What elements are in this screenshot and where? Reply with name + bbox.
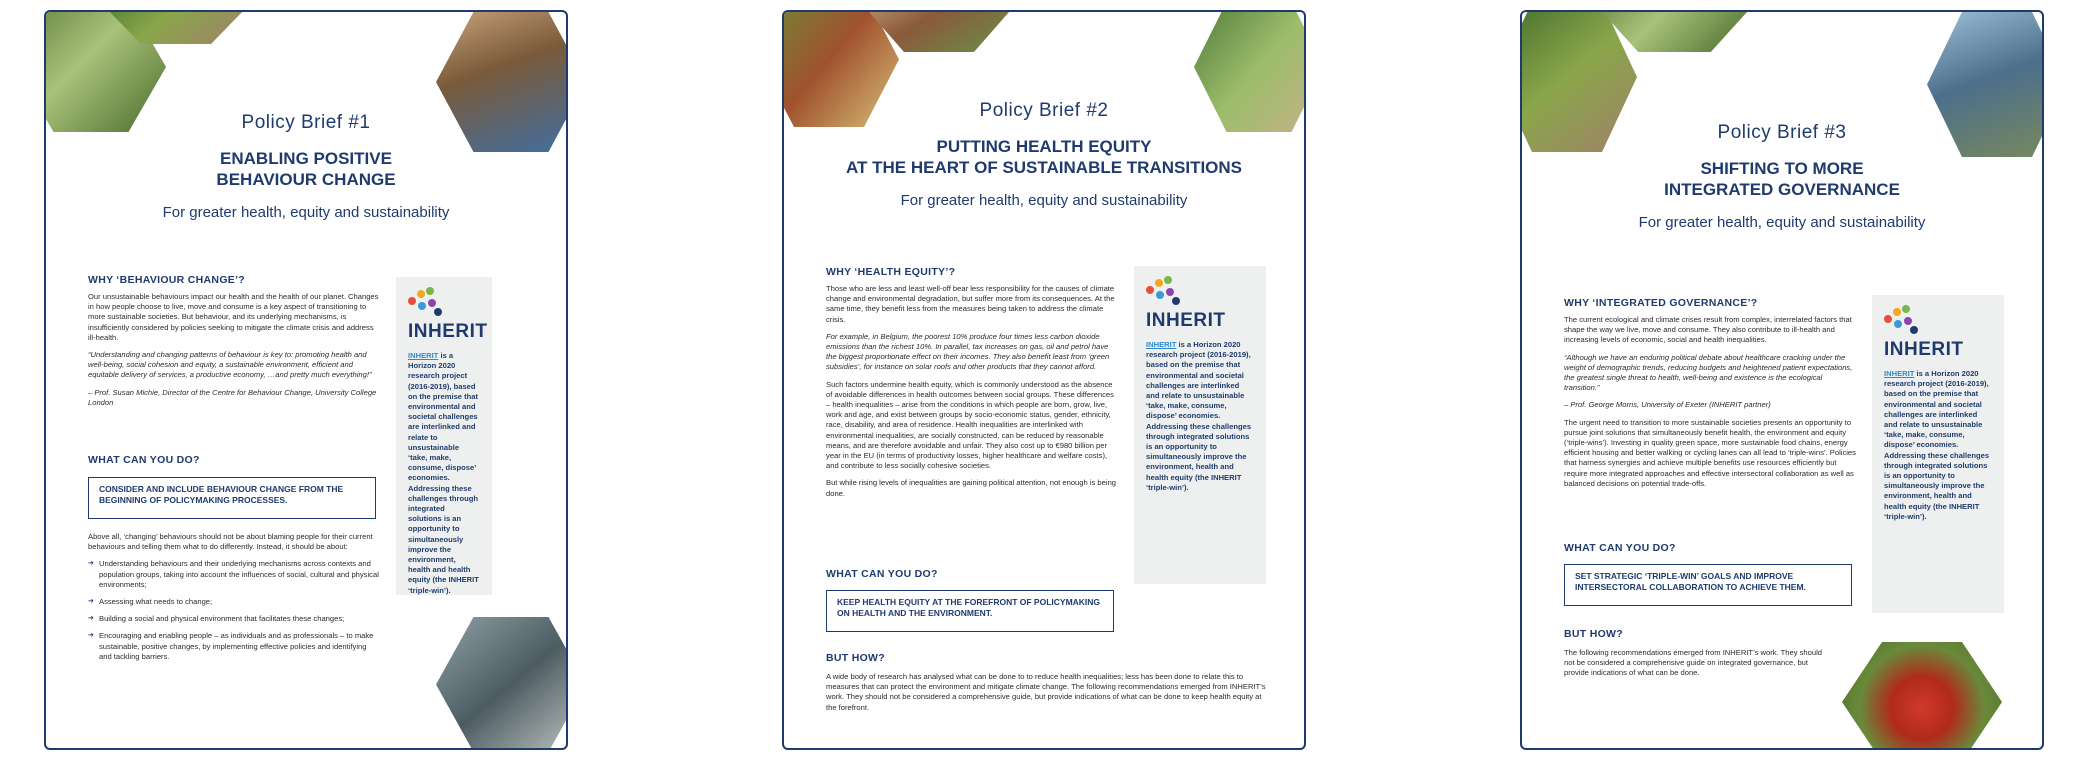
inherit-sidebar — [396, 277, 492, 595]
quote-attribution: – Prof. George Morris, University of Exeter (INHERIT partner) — [1564, 400, 1771, 410]
inherit-link[interactable]: INHERIT — [408, 351, 439, 360]
inherit-logo-icon — [408, 287, 444, 317]
photo-tomato-bowl — [1842, 642, 2002, 750]
section-heading-what: WHAT CAN YOU DO? — [826, 568, 938, 580]
section-heading-how: BUT HOW? — [826, 652, 885, 664]
photo-birch-park — [1602, 10, 1747, 52]
policy-brief-1 — [44, 10, 568, 750]
title-block — [784, 100, 1304, 209]
section-heading-why: WHY ‘INTEGRATED GOVERNANCE’? — [1564, 297, 1758, 309]
why-paragraph-2: The urgent need to transition to more sustainable societies presents an opportunity to pursue joint solutions that simultaneously benefit health, the environment and equity (‘triple-wins’). Investing in quality green space, more sustainable food chains, energy efficient housing and better walking or cycling lanes can all lead to ‘triple-wins’. Policies that harness synergies and achieve multiple benefits use resources efficiently but require more integrated approaches and effective intersectoral collaboration as well as balanced decisions on potential trade-offs. — [1564, 417, 1856, 488]
inherit-brand: INHERIT — [408, 321, 488, 342]
brief-title — [46, 148, 566, 190]
inherit-link[interactable]: INHERIT — [1146, 340, 1177, 349]
inherit-description — [408, 351, 480, 596]
list-item: ➔ Understanding behaviours and their underlying mechanisms across contexts and population groups, taking into account the influences of social, cultural and physical environments; — [88, 559, 380, 590]
inherit-text: is a Horizon 2020 research project (2016-2019), based on the premise that environmental and societal challenges are interlinked and relate to unsustainable ‘take, make, consume, dispose’ economies. Addressing these challenges through integrated solutions is an opportunity to simultaneously improve the environment, health and health equity (the INHERIT ‘triple-win’). — [408, 351, 479, 595]
list-item: ➔ Building a social and physical environment that facilitates these changes; — [88, 614, 380, 624]
brief-subtitle: For greater health, equity and sustainability — [1638, 214, 1926, 231]
list-item: ➔ Assessing what needs to change; — [88, 597, 380, 607]
brief-subtitle: For greater health, equity and sustainability — [900, 192, 1188, 209]
inherit-link[interactable]: INHERIT — [1884, 369, 1915, 378]
photo-cyclist — [436, 617, 568, 750]
brief-label: Policy Brief #3 — [1717, 122, 1847, 143]
title-line-2: BEHAVIOUR CHANGE — [216, 170, 396, 189]
why-body — [826, 284, 1118, 506]
brief-title — [784, 136, 1304, 178]
section-heading-how: BUT HOW? — [1564, 628, 1623, 640]
title-line-2: INTEGRATED GOVERNANCE — [1664, 180, 1900, 199]
inherit-description — [1884, 369, 1992, 522]
inherit-text: is a Horizon 2020 research project (2016-2019), based on the premise that environmental and societal challenges are interlinked and relate to unsustainable ‘take, make, consume, dispose’ economies. Addressing these challenges through integrated solutions is an opportunity to simultaneously improve the environment, health and health equity (the INHERIT ‘triple-win’). — [1146, 340, 1252, 492]
why-quote: “Understanding and changing patterns of behaviour is key to: promoting health and well-being, social cohesion and equity, a sustainable environment, efficient and equitable delivery of services, a productive economy, …and pretty much everything!” — [88, 350, 372, 380]
why-paragraph-2: Such factors undermine health equity, which is commonly understood as the absence of avoidable differences in health outcomes between social groups. These differences – health inequalities – arise from the conditions in which people are born, grow, live, work and age, and exist between groups by socio-economic status, gender, ethnicity, race, disability, and area of residence. Health inequalities are interlinked with environmental inequalities, are socially constructed, can be reduced by reasonable means, and are therefore avoidable and unfair. They also cost up to €980 billion per year in the EU (in terms of productivity losses, higher healthcare and welfare costs), and contribute to less socially cohesive societies. — [826, 379, 1114, 471]
recommendation-list — [88, 559, 380, 662]
inherit-sidebar — [1134, 266, 1266, 584]
action-callout: CONSIDER AND INCLUDE BEHAVIOUR CHANGE FROM THE BEGINNING OF POLICYMAKING PROCESSES. — [88, 477, 376, 519]
why-quote: “Although we have an enduring political debate about healthcare cracking under the weight of demographic trends, reducing budgets and heightened patient expectations, the greatest single threat to health, well-being and existence is the ecological transition.” — [1564, 352, 1853, 393]
why-paragraph: Those who are less and least well-off bear less responsibility for the causes of climate change and environmental degradation, but suffer more from its consequences. At the same time, they benefit less from the measures being taken to address the climate crisis. — [826, 284, 1115, 324]
about-body — [88, 532, 380, 669]
list-item: ➔ Encouraging and enabling people – as individuals and as professionals – to make sustainable, positive changes, by implementing effective policies and identifying and tackling barriers. — [88, 631, 380, 662]
policy-brief-3 — [1520, 10, 2044, 750]
inherit-sidebar — [1872, 295, 2004, 613]
brief-label: Policy Brief #1 — [241, 112, 371, 133]
inherit-brand: INHERIT — [1884, 339, 1964, 360]
above-all-paragraph: Above all, ‘changing’ behaviours should not be about blaming people for their current behaviours and telling them what to do differently. Instead, it should be about: — [88, 532, 373, 552]
title-line-2: AT THE HEART OF SUSTAINABLE TRANSITIONS — [845, 158, 1243, 177]
section-heading-what: WHAT CAN YOU DO? — [1564, 542, 1676, 554]
inherit-logo-icon — [1146, 276, 1182, 306]
why-example: For example, in Belgium, the poorest 10% produce four times less carbon dioxide emissions than the richest 10%. In parallel, tax increases on gas, oil and petrol have the biggest proportionate effect on their incomes. They also benefit least from ‘green subsidies’, for instance on solar roofs and other products that they cannot afford. — [826, 331, 1110, 372]
title-block — [46, 112, 566, 221]
quote-attribution: – Prof. Susan Michie, Director of the Centre for Behaviour Change, University College London — [88, 387, 377, 407]
section-heading-why: WHY ‘HEALTH EQUITY’? — [826, 266, 956, 278]
how-body: The following recommendations emerged from INHERIT’s work. They should not be considered a comprehensive guide on integrated governance, but provide indications of what can be done. — [1564, 648, 1823, 678]
title-line-1: ENABLING POSITIVE — [220, 149, 392, 168]
why-paragraph-3: But while rising levels of inequalities are gaining political attention, not enough is being done. — [826, 478, 1117, 498]
inherit-text: is a Horizon 2020 research project (2016-2019), based on the premise that environmental and societal challenges are interlinked and relate to unsustainable ‘take, make, consume, dispose’ economies. Addressing these challenges through integrated solutions is an opportunity to simultaneously improve the environment, health and health equity (the INHERIT ‘triple-win’). — [1884, 369, 1990, 521]
brief-label: Policy Brief #2 — [979, 100, 1109, 121]
inherit-brand: INHERIT — [1146, 310, 1226, 331]
section-heading-what: WHAT CAN YOU DO? — [88, 454, 200, 466]
why-paragraph: Our unsustainable behaviours impact our health and the health of our planet. Changes in how people choose to live, move and consume is a key aspect of transitioning to more sustainable societies. But behaviour, and its underlying mechanisms, is insufficiently considered by policies seeking to mitigate the climate crisis and address ill-health. — [88, 292, 379, 342]
action-callout: KEEP HEALTH EQUITY AT THE FOREFRONT OF POLICYMAKING ON HEALTH AND THE ENVIRONMENT. — [826, 590, 1114, 632]
policy-brief-2 — [782, 10, 1306, 750]
why-paragraph: The current ecological and climate crises result from complex, interrelated factors that shape the way we live, move and consume. They also contribute to ill-health and increasing levels of economic, social and health inequalities. — [1564, 315, 1852, 345]
brief-title — [1522, 158, 2042, 200]
how-body: A wide body of research has analysed what can be done to to reduce health inequalities; less has been done to relate this to measures that can protect the environment and mitigate climate change. The following recommendations emerged from INHERIT’s work. They should not be considered a comprehensive guide, but provide indications of what can be done to keep health equity at the forefront. — [826, 672, 1266, 712]
why-body — [88, 292, 380, 415]
inherit-logo-icon — [1884, 305, 1920, 335]
title-line-1: SHIFTING TO MORE — [1700, 159, 1864, 178]
title-block — [1522, 122, 2042, 231]
brief-subtitle: For greater health, equity and sustainability — [162, 204, 450, 221]
why-body — [1564, 315, 1856, 496]
section-heading-why: WHY ‘BEHAVIOUR CHANGE’? — [88, 274, 246, 286]
inherit-description — [1146, 340, 1254, 493]
action-callout: SET STRATEGIC ‘TRIPLE-WIN’ GOALS AND IMPROVE INTERSECTORAL COLLABORATION TO ACHIEVE THEM. — [1564, 564, 1852, 606]
title-line-1: PUTTING HEALTH EQUITY — [936, 137, 1152, 156]
